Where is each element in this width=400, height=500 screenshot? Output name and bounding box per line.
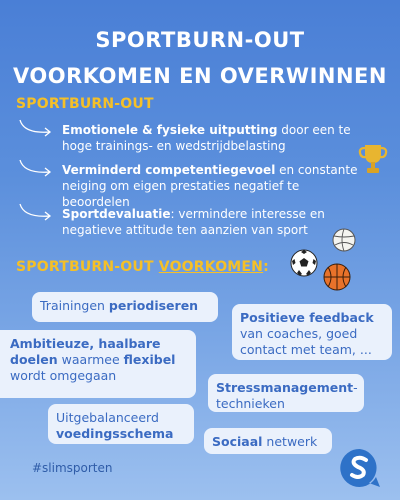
- card-voedingsschema: Uitgebalanceerd voedingsschema: [48, 404, 194, 444]
- hashtag: #slimsporten: [32, 461, 113, 475]
- card-sociaal-netwerk: Sociaal netwerk: [204, 428, 332, 454]
- section-heading-prevention: SPORTBURN-OUT VOORKOMEN:: [16, 259, 269, 275]
- card-doelen: Ambitieuze, haalbare doelen waarmee flexibel wordt omgegaan: [0, 330, 196, 398]
- card-periodiseren: Trainingen periodiseren: [32, 292, 218, 322]
- underlined-word: VOORKOMEN: [158, 259, 264, 275]
- trophy-icon: [358, 142, 388, 176]
- curved-arrow-icon: [16, 116, 56, 140]
- burnout-point-3: Sportdevaluatie: vermindere interesse en negatieve attitude ten aanzien van sport: [62, 207, 325, 237]
- curved-arrow-icon: [16, 200, 56, 224]
- soccer-ball-icon: [290, 249, 318, 277]
- card-positieve-feedback: Positieve feedback van coaches, goed contact met team, ...: [232, 304, 392, 360]
- volleyball-icon: [332, 228, 356, 252]
- curved-arrow-icon: [16, 156, 56, 180]
- burnout-point-1: Emotionele & fysieke uitputting door een te hoge trainings- en wedstrijdbelasting: [62, 123, 351, 153]
- slimsporten-logo-icon: [338, 446, 382, 490]
- section-heading-burnout: SPORTBURN-OUT: [16, 96, 154, 112]
- card-stressmanagement: Stressmanagement-technieken: [208, 374, 364, 412]
- basketball-icon: [323, 263, 351, 291]
- title-line-2: VOORKOMEN EN OVERWINNEN: [13, 64, 387, 88]
- burnout-point-2: Verminderd competentiegevoel en constante neiging om eigen prestaties negatief te beoordelen: [62, 163, 358, 209]
- title-line-1: SPORTBURN-OUT: [95, 28, 305, 52]
